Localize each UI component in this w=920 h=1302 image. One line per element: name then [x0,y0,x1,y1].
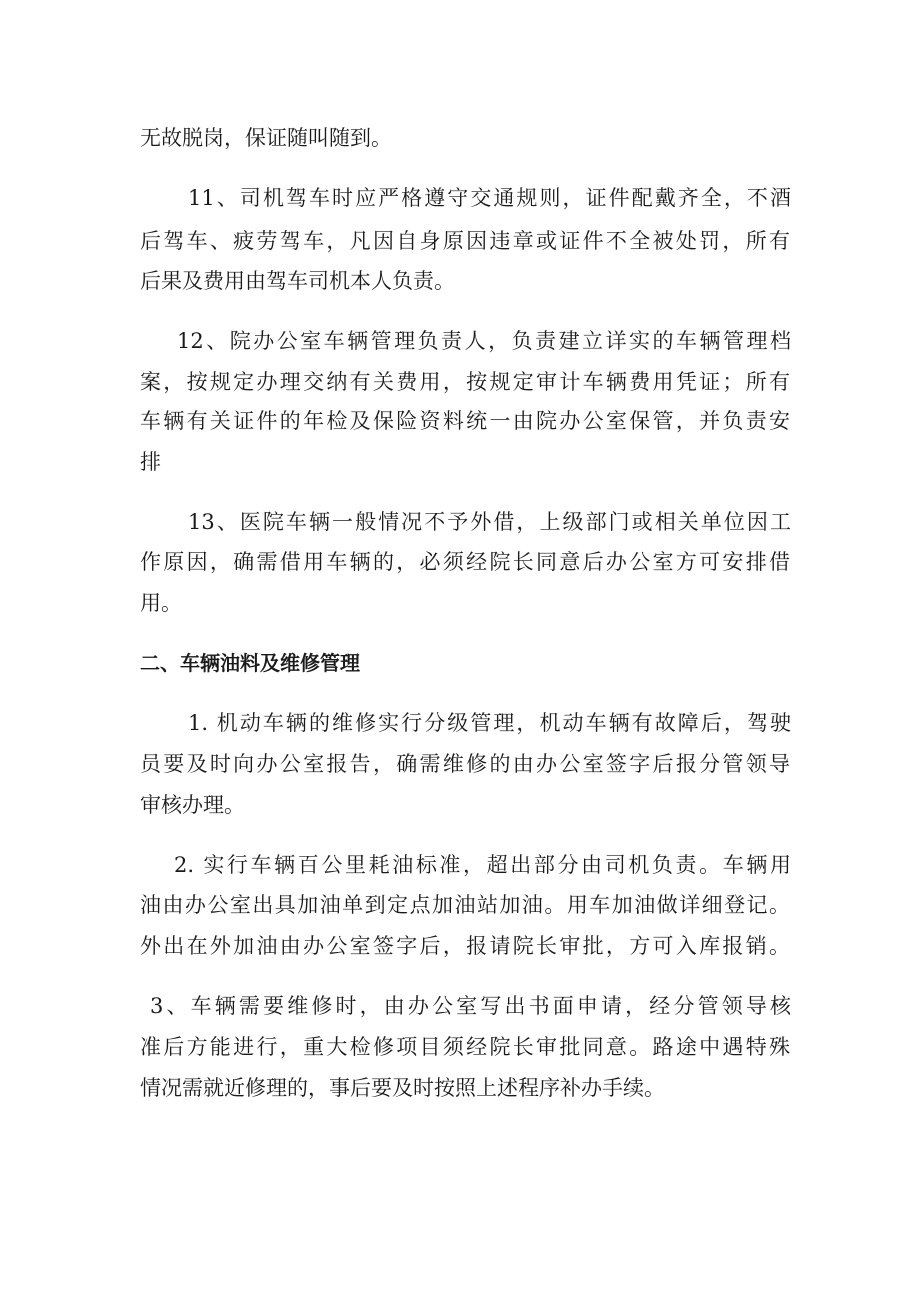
item-11-line: 后驾车、疲劳驾车，凡因自身原因违章或证件不全被处罚，所有 [140,229,790,253]
maintenance-item-3-line: 准后方能进行，重大检修项目须经院长审批同意。路途中遇特殊 [140,1035,790,1059]
item-13-line: 作原因，确需借用车辆的，必须经院长同意后办公室方可安排借 [140,550,790,574]
maintenance-item-2-line: 外出在外加油由办公室签字后，报请院长审批，方可入库报销。 [140,934,790,958]
paragraph-line: 无故脱岗，保证随叫随到。 [140,126,392,150]
section-heading: 二、车辆油料及维修管理 [140,651,360,675]
maintenance-item-2-line: 2. 实行车辆百公里耗油标准，超出部分由司机负责。车辆用 [174,853,791,877]
item-12-line: 车辆有关证件的年检及保险资料统一由院办公室保管，并负责安 [140,409,790,433]
item-13-line: 13、医院车辆一般情况不予外借，上级部门或相关单位因工 [188,510,791,534]
maintenance-item-1-line: 审核办理。 [140,793,245,817]
maintenance-item-2-line: 油由办公室出具加油单到定点加油站加油。用车加油做详细登记。 [140,893,790,917]
item-11-line: 后果及费用由驾车司机本人负责。 [140,269,455,293]
item-12-line: 12、院办公室车辆管理负责人，负责建立详实的车辆管理档 [177,329,791,353]
maintenance-item-1-line: 员要及时向办公室报告，确需维修的由办公室签字后报分管领导 [140,752,790,776]
maintenance-item-1-line: 1. 机动车辆的维修实行分级管理，机动车辆有故障后，驾驶 [188,711,791,735]
item-12-line: 排 [140,450,161,474]
item-11-line: 11、司机驾车时应严格遵守交通规则，证件配戴齐全，不酒 [188,186,791,210]
maintenance-item-3-line: 情况需就近修理的，事后要及时按照上述程序补办手续。 [140,1076,665,1100]
maintenance-item-3-line: 3、车辆需要维修时，由办公室写出书面申请，经分管领导核 [150,994,791,1018]
item-12-line: 案，按规定办理交纳有关费用，按规定审计车辆费用凭证；所有 [140,370,790,394]
item-13-line: 用。 [140,591,182,615]
